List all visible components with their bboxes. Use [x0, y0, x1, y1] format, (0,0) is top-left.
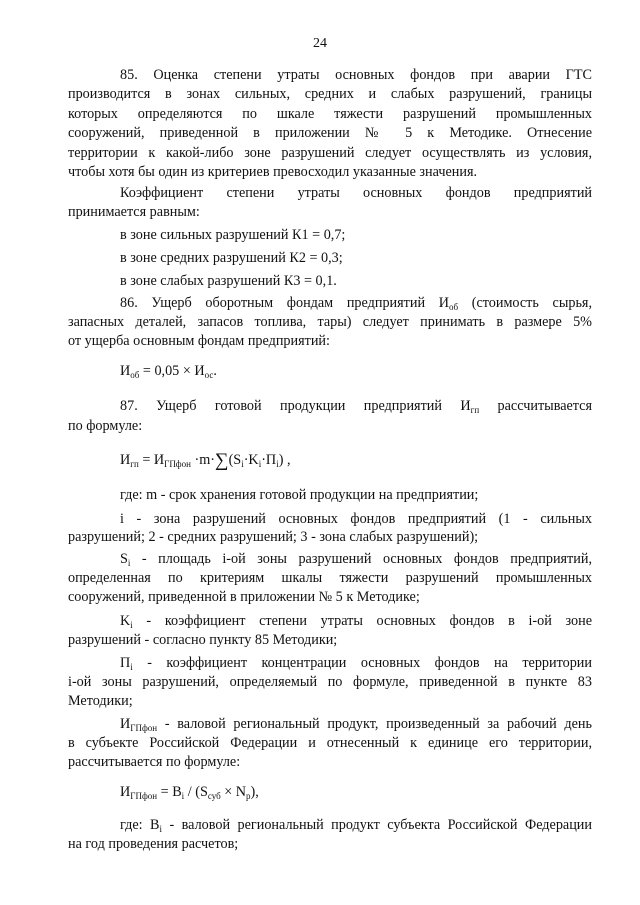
coef-line-1: Коэффициент степени утраты основных фондов предприятий	[120, 185, 592, 201]
def-k-line-1: $K_i$ - коэффициент степени утраты основных фондов в i-ой зоне	[120, 613, 592, 630]
p87-line-2: по формуле:	[68, 418, 143, 434]
formula-iob: $И_{об} = 0,05 \times И_{ос}$.	[120, 363, 217, 380]
p85-line-4: сооружений, приведенной в приложении № 5 к Методике. Отнесение	[68, 125, 592, 141]
def-b-line-1: где: $B_i$ - валовой региональный продукт субъекта Российской Федерации	[120, 817, 592, 834]
p85-line-2: производится в зонах сильных, средних и слабых разрушений, границы	[68, 86, 592, 102]
def-g-line-2: в субъекте Российской Федерации и отнесенный к единице его территории,	[68, 735, 592, 751]
def-s-line-1: $S_i$ - площадь i-ой зоны разрушений основных фондов предприятий,	[120, 551, 592, 568]
def-s-line-3: сооружений, приведенной в приложении № 5 к Методике;	[68, 589, 420, 605]
formula-igpfon: $И_{ГПфон} = B_i / (S_{суб} \times N_р)$,	[120, 784, 259, 801]
p85-line-3: которых определяются по шкале тяжести разрушений промышленных	[68, 106, 592, 122]
p86-line-1: 86. Ущерб оборотным фондам предприятий $И_{об}$ (стоимость сырья,	[120, 295, 592, 312]
def-g-line-1: $И_{ГПфон}$ - валовой региональный продукт, произведенный за рабочий день	[120, 716, 592, 733]
def-k-line-2: разрушений - согласно пункту 85 Методики;	[68, 632, 338, 648]
coef-line-2: принимается равным:	[68, 204, 200, 220]
def-i-line-1: i - зона разрушений основных фондов предприятий (1 - сильных	[120, 511, 592, 527]
sum-symbol: ∑	[215, 450, 229, 471]
p87-line-1: 87. Ущерб готовой продукции предприятий $И_{гп}$ рассчитывается	[120, 398, 592, 415]
coef-k2: в зоне средних разрушений К2 = 0,3;	[120, 250, 343, 266]
def-b-line-2: на год проведения расчетов;	[68, 836, 239, 852]
p86-line-3: от ущерба основным фондам предприятий:	[68, 333, 330, 349]
def-m: где: m - срок хранения готовой продукции на предприятии;	[120, 487, 479, 503]
formula-igp: $И_{гп} = И_{ГПфон} \cdot m\cdot\sum(S_i\cdot K_i\cdot П_i)$ ,	[120, 450, 291, 471]
def-p-line-3: Методики;	[68, 693, 133, 709]
def-p-line-1: $П_i$ - коэффициент концентрации основных фондов на территории	[120, 655, 592, 672]
p85-line-5: территории к какой-либо зоне разрушений следует осуществлять из условия,	[68, 145, 592, 161]
def-s-line-2: определенная по критериям шкалы тяжести разрушений промышленных	[68, 570, 592, 586]
p85-line-1: 85. Оценка степени утраты основных фондов при аварии ГТС	[120, 67, 592, 83]
p85-line-6: чтобы хотя бы один из критериев превосходил указанные значения.	[68, 164, 478, 180]
coef-k1: в зоне сильных разрушений К1 = 0,7;	[120, 227, 346, 243]
def-i-line-2: разрушений; 2 - средних разрушений; 3 - зона слабых разрушений);	[68, 529, 479, 545]
p86-line-2: запасных деталей, запасов топлива, тары) следует принимать в размере 5%	[68, 314, 592, 330]
def-p-line-2: i-ой зоны разрушений, определяемый по формуле, приведенной в пункте 83	[68, 674, 592, 690]
def-g-line-3: рассчитывается по формуле:	[68, 754, 241, 770]
page-number: 24	[313, 36, 327, 51]
coef-k3: в зоне слабых разрушений К3 = 0,1.	[120, 273, 337, 289]
